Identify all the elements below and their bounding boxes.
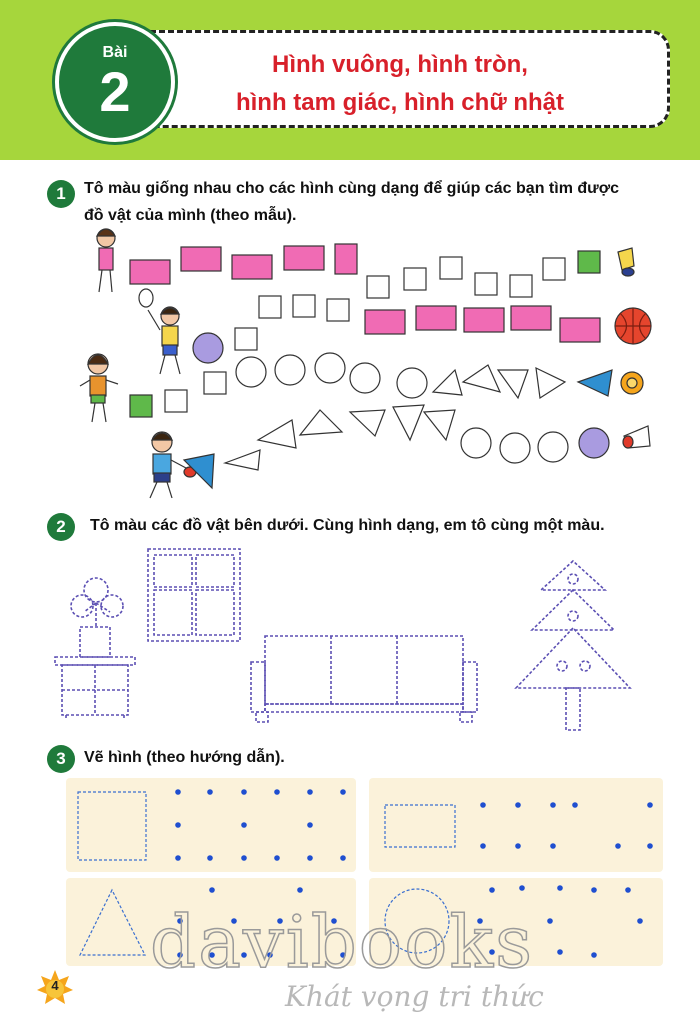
watermark-brand: davibooks xyxy=(150,900,535,984)
lesson-title-line1: Hình vuông, hình tròn, xyxy=(272,51,528,78)
question-2-number: 2 xyxy=(47,513,75,541)
question-1-number: 1 xyxy=(47,180,75,208)
guide-rectangle xyxy=(385,805,455,847)
guide-square xyxy=(78,792,146,860)
page-number: 4 xyxy=(51,978,59,993)
lesson-title-line2: hình tam giác, hình chữ nhật xyxy=(235,89,565,116)
lesson-badge-number: 2 xyxy=(99,60,131,123)
lesson-badge-label: Bài xyxy=(102,44,128,61)
question-2-text: Tô màu các đồ vật bên dưới. Cùng hình dạng, em tô cùng một màu. xyxy=(90,517,605,534)
guide-triangle xyxy=(80,890,145,955)
question-1-text-line2: đồ vật của mình (theo mẫu). xyxy=(84,207,297,224)
question-1-text-line1: Tô màu giống nhau cho các hình cùng dạng để giúp các bạn tìm được xyxy=(84,180,619,197)
page-number-badge xyxy=(35,968,75,1008)
question-3-text: Vẽ hình (theo hướng dẫn). xyxy=(84,749,285,766)
question-3-number: 3 xyxy=(47,745,75,773)
watermark-slogan: Khát vọng tri thức xyxy=(285,980,544,1013)
